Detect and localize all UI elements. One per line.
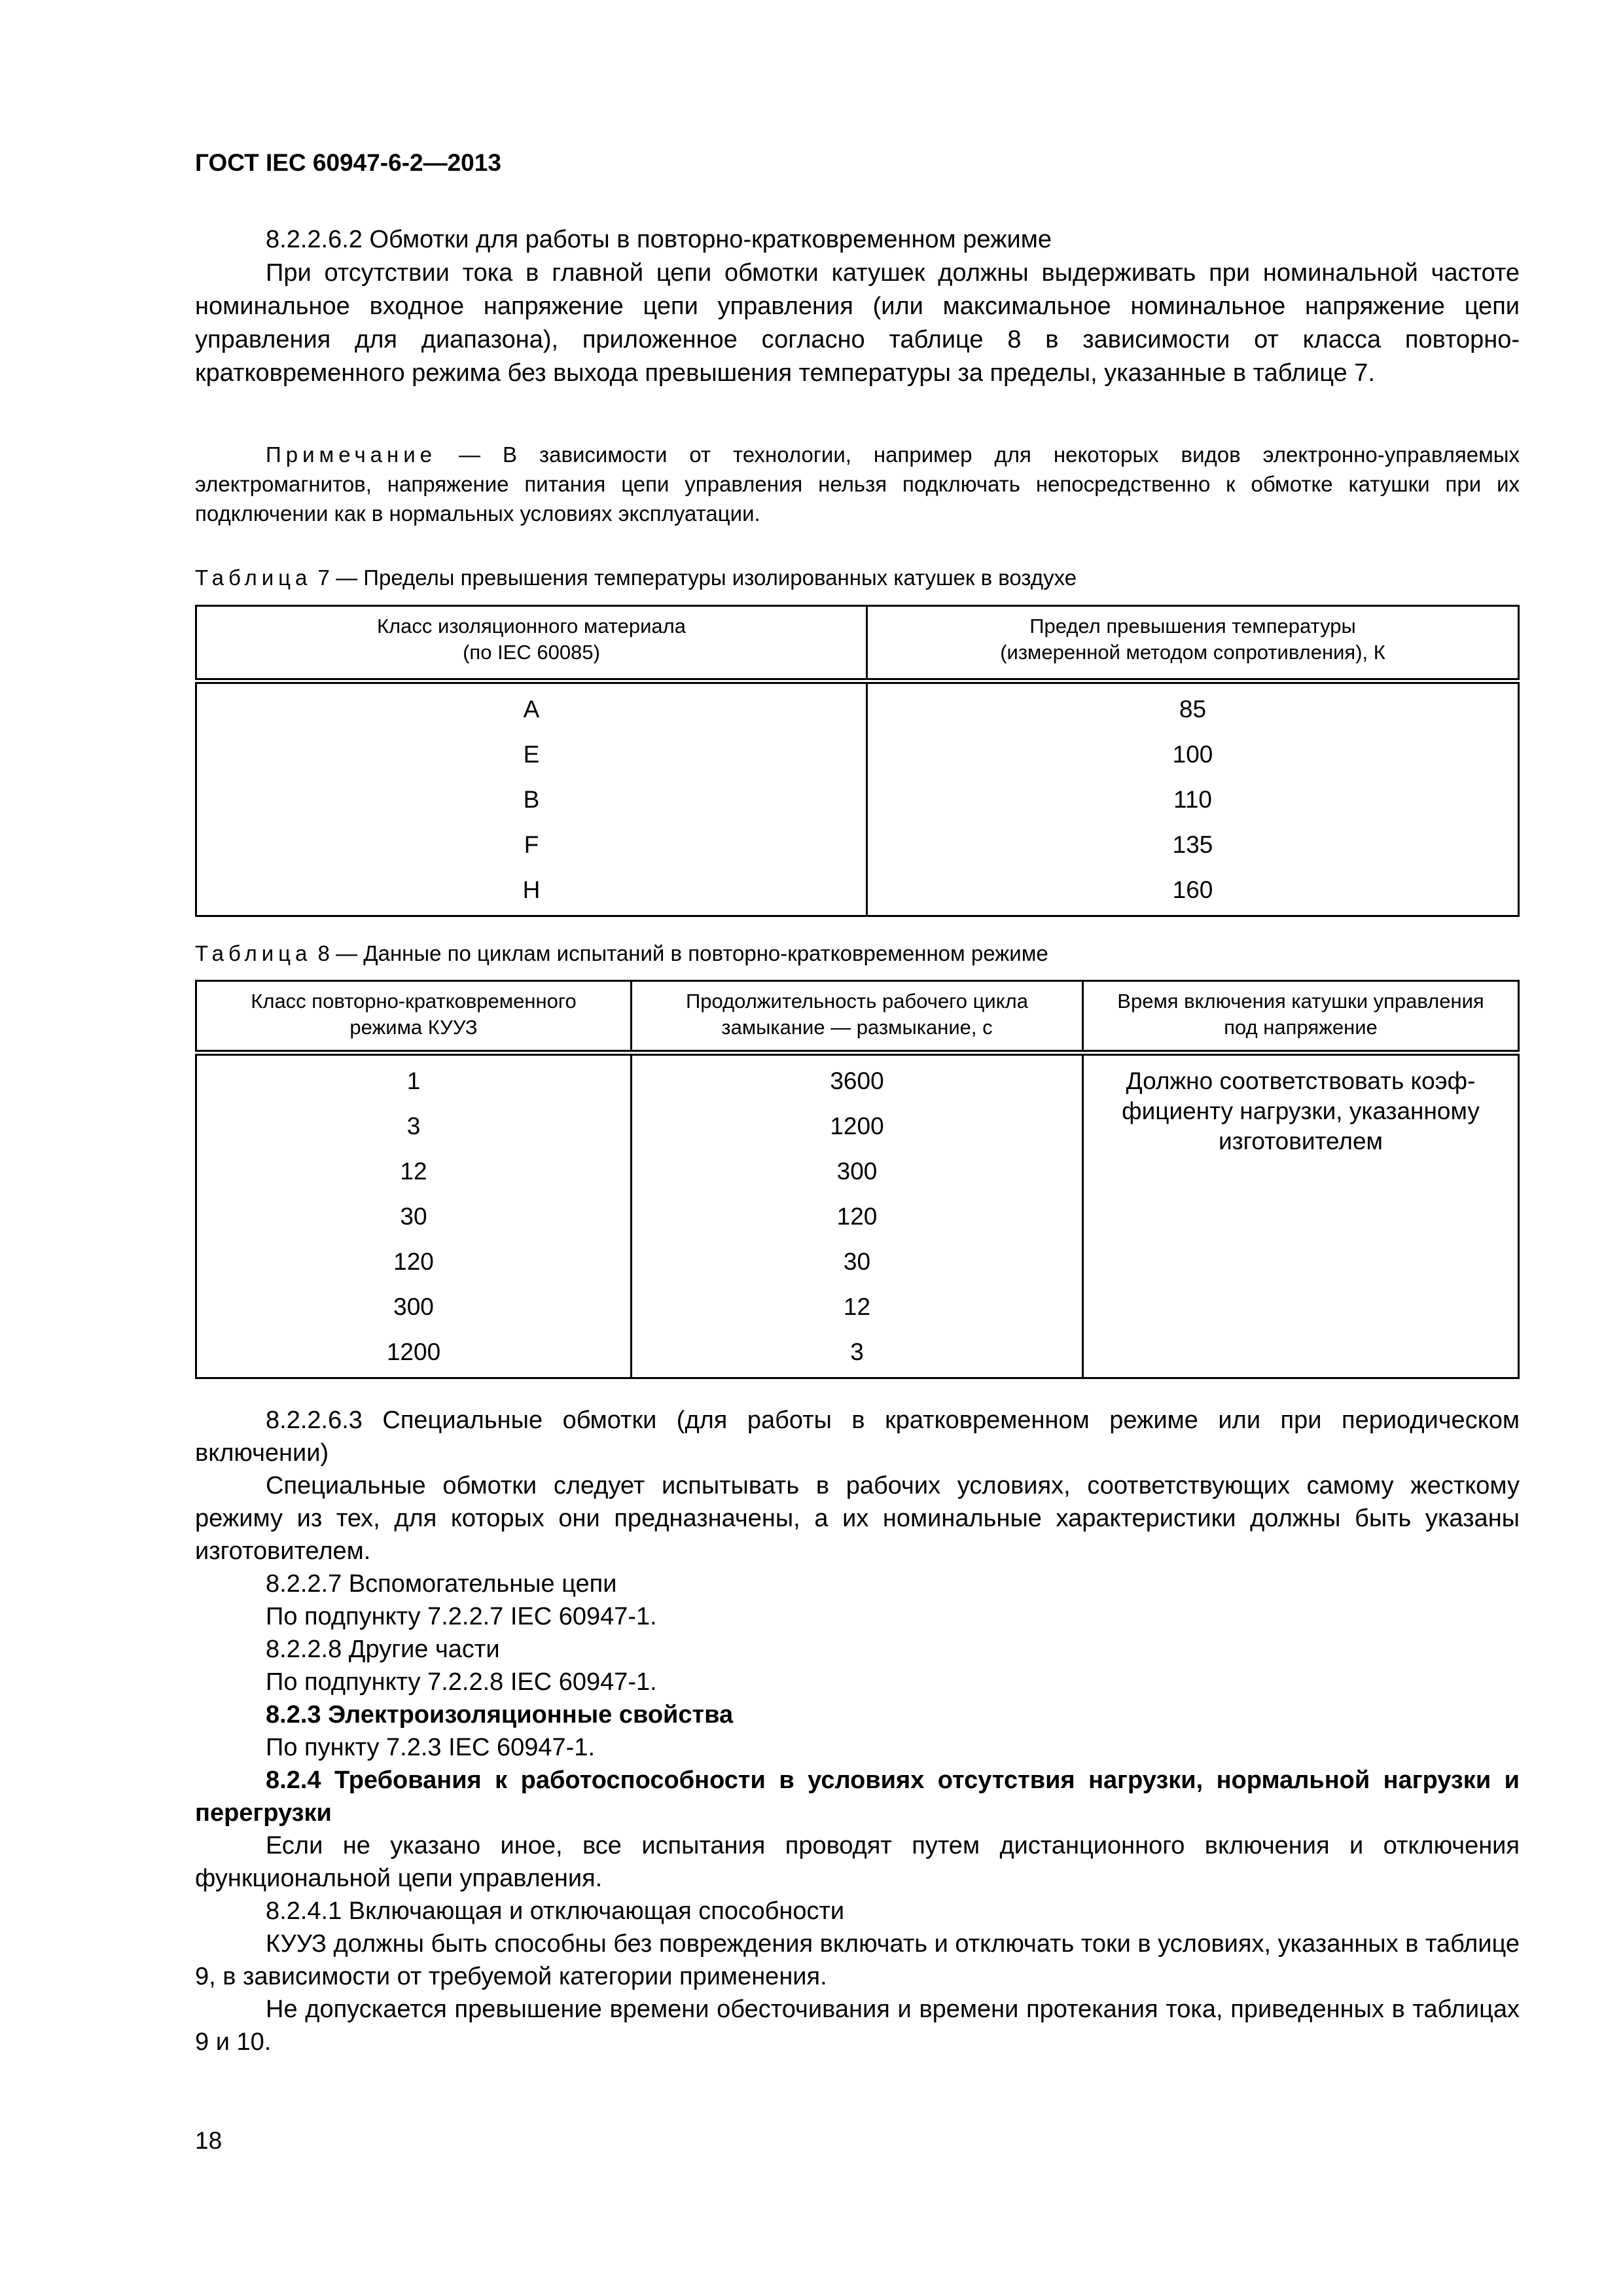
caption-text: 7 — Пределы превышения температуры изолированных катушек в воздухе: [312, 565, 1077, 590]
note-text: — В зависимости от технологии, например для некоторых видов электронно-управляемых электромагнитов, напряжение питания цепи управления нельзя подключать непосредственно к обмотке катушки при их подключении как в нормальных условиях эксплуатации.: [195, 442, 1520, 526]
paragraph: По подпункту 7.2.2.7 IEC 60947-1.: [266, 1603, 657, 1630]
table8: [195, 980, 1520, 1379]
column-header: Класс изоляционного материала (по IEC 60085): [196, 606, 867, 681]
table-cell: F: [524, 831, 539, 858]
table-cell: 135: [1172, 831, 1213, 858]
paragraph: Не допускается превышение времени обесточивания и времени протекания тока, приведенных в таблицах 9 и 10.: [195, 1996, 1520, 2056]
paragraph: 8.2.2.8 Другие части: [266, 1636, 500, 1663]
document-code-header: ГОСТ IEC 60947-6-2—2013: [195, 149, 501, 176]
note-label: Примечание: [266, 442, 437, 467]
page-number: 18: [195, 2127, 223, 2154]
table-cell: 300: [836, 1158, 878, 1185]
section-8-2-2-6-2: [195, 223, 1520, 390]
table-cell: 3: [850, 1338, 864, 1365]
paragraph: По пункту 7.2.3 IEC 60947-1.: [266, 1734, 595, 1761]
table-cell: 120: [393, 1248, 434, 1275]
column-header: Время включения катушки управления под напряжение: [1083, 981, 1519, 1053]
note: [195, 440, 1520, 528]
column-header: Продолжительность рабочего цикла замыкание — размыкание, с: [632, 981, 1083, 1053]
paragraph: 8.2.4.1 Включающая и отключающая способности: [266, 1897, 845, 1925]
table-cell: 30: [400, 1203, 427, 1230]
table-cell: B: [523, 786, 540, 813]
table-cell: 12: [843, 1293, 871, 1320]
table-cell: 1200: [830, 1113, 884, 1139]
table-cell: H: [522, 876, 541, 903]
subsection-heading: 8.2.3 Электроизоляционные свойства: [266, 1701, 734, 1729]
subsection-heading: 8.2.4 Требования к работоспособности в условиях отсутствия нагрузки, нормальной нагрузки и перегрузки: [195, 1767, 1520, 1827]
table-cell: 120: [836, 1203, 878, 1230]
column-header: Класс повторно-кратковременного режима КУУЗ: [196, 981, 632, 1053]
table-cell: 85: [1179, 696, 1207, 723]
table-cell: E: [523, 741, 540, 768]
body-text: [195, 1404, 1520, 2058]
table7: [195, 605, 1520, 917]
table8-caption: [195, 939, 1520, 968]
table-cell-note: Должно соответствовать коэффициенту нагрузки, указанному изготовителем: [1083, 1053, 1519, 1378]
table-cell: 3600: [830, 1067, 884, 1094]
paragraph: КУУЗ должны быть способны без повреждения включать и отключать токи в условиях, указанных в таблице 9, в зависимости от требуемой категории применения.: [195, 1930, 1520, 1990]
table7-caption: [195, 563, 1520, 592]
table-cell: 1: [406, 1067, 421, 1094]
paragraph: Если не указано иное, все испытания проводят путем дистанционного включения и отключения функциональной цепи управления.: [195, 1832, 1520, 1892]
table-cell: 12: [400, 1158, 427, 1185]
table-cell: A: [523, 696, 540, 723]
paragraph: 8.2.2.7 Вспомогательные цепи: [266, 1570, 617, 1598]
table-cell: 3: [406, 1113, 421, 1139]
table-cell: 160: [1172, 876, 1213, 903]
paragraph: По подпункту 7.2.2.8 IEC 60947-1.: [266, 1668, 657, 1696]
column-header: Предел превышения температуры (измеренной методом сопротивления), К: [867, 606, 1519, 681]
table-cell: 110: [1173, 786, 1212, 813]
table-label: Таблица: [195, 565, 312, 590]
table-cell: 100: [1172, 741, 1213, 768]
table-label: Таблица: [195, 941, 312, 965]
section-text: При отсутствии тока в главной цепи обмотки катушек должны выдерживать при номинальной частоте номинальное входное напряжение цепи управления (или максимальное номинальное напряжение цепи управления для диапазона), приложенное согласно таблице 8 в зависимости от класса повторно-кратковременного режима без выхода превышения температуры за пределы, указанные в таблице 7.: [195, 259, 1520, 387]
table-cell: 300: [393, 1293, 434, 1320]
paragraph: 8.2.2.6.3 Специальные обмотки (для работы в кратковременном режиме или при периодическом включении): [195, 1407, 1520, 1467]
paragraph: Специальные обмотки следует испытывать в рабочих условиях, соответствующих самому жесткому режиму из тех, для которых они предназначены, а их номинальные характеристики должны быть указаны изготовителем.: [195, 1472, 1520, 1565]
table-cell: 1200: [386, 1338, 441, 1365]
section-title: 8.2.2.6.2 Обмотки для работы в повторно-кратковременном режиме: [266, 226, 1052, 253]
table-cell: 30: [843, 1248, 871, 1275]
caption-text: 8 — Данные по циклам испытаний в повторно-кратковременном режиме: [312, 941, 1048, 965]
